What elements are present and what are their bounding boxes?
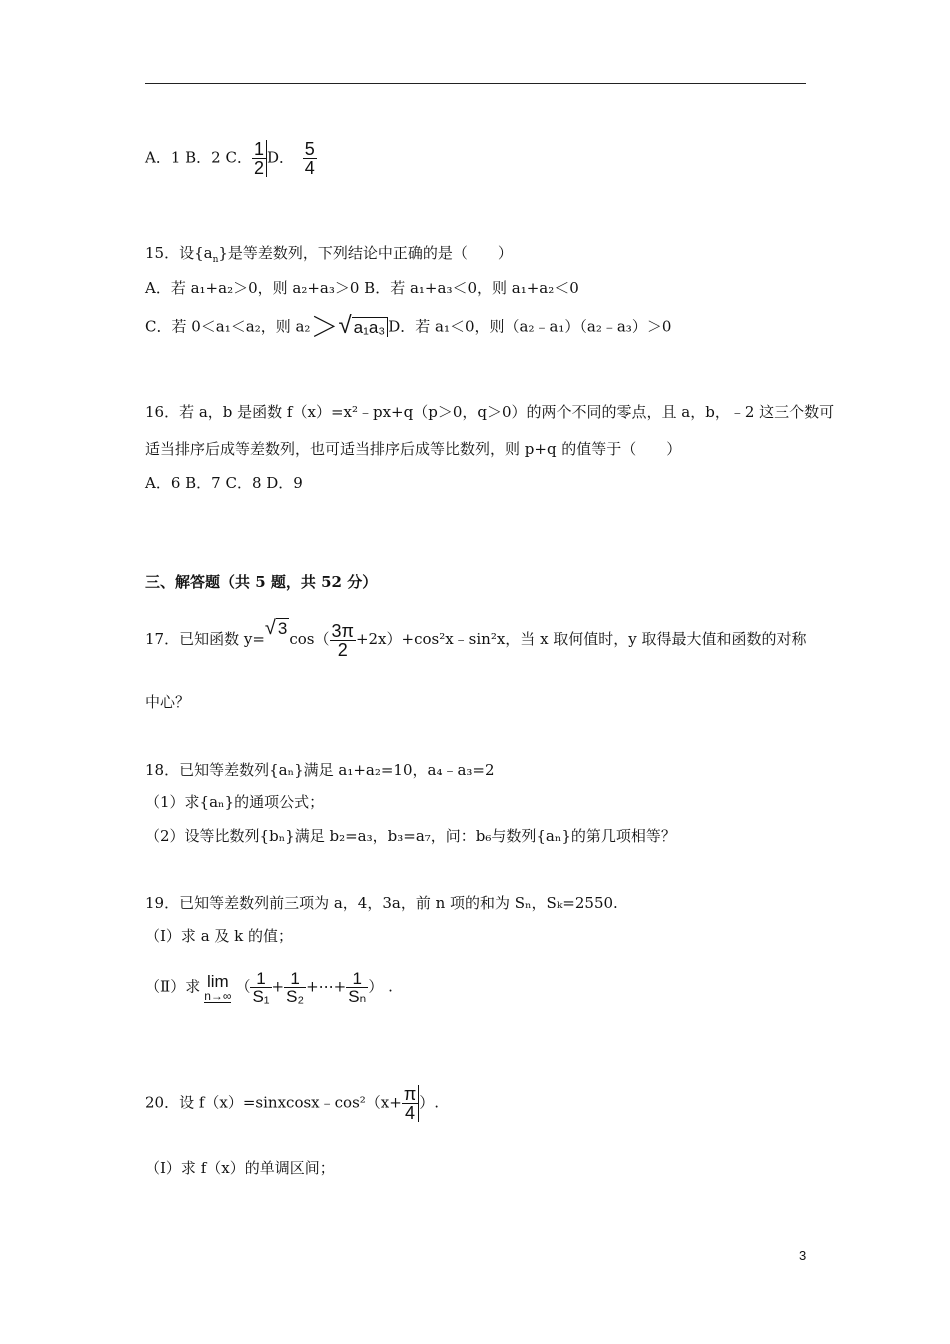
q14-options <box>145 140 317 177</box>
q16-line1: 16．若 a，b 是函数 f（x）=x²﹣px+q（p＞0，q＞0）的两个不同的零点，且 a，b，﹣2 这三个数可 <box>145 403 835 421</box>
q20-fraction: $\frac{\pi}{4}$ <box>402 1085 419 1122</box>
q20-line2: （Ⅰ）求 f（x）的单调区间； <box>145 1159 335 1177</box>
page-number: 3 <box>799 1248 807 1263</box>
header-rule <box>145 83 806 84</box>
q19-fraction-n: $\frac{1}{\text{Sₙ}}$ <box>348 969 367 1006</box>
q17-fraction: $\frac{3\pi}{2}$ <box>331 620 354 660</box>
q19-fraction-1: $\frac{1}{\text{S₁}}$ <box>252 969 270 1006</box>
q18-line1: 18．已知等差数列{aₙ}满足 a₁+a₂=10，a₄﹣a₃=2 <box>145 761 495 779</box>
q14-option-d-label: D． <box>266 148 295 167</box>
q17-sqrt: √ 3 <box>264 617 288 639</box>
q14-option-d-fraction: $\frac{5}{4}$ <box>304 139 315 178</box>
q18-line2: （1）求{aₙ}的通项公式； <box>145 793 325 811</box>
q17-line2: 中心？ <box>145 693 191 711</box>
q16-options: A．6 B．7 C．8 D．9 <box>145 474 303 492</box>
q15-options-cd: C．若 0＜a₁＜a₂，则 a₂＞√ a₁a₃ D．若 a₁＜0，则（a₂﹣a₁）（a₂﹣a₃）＞0 <box>145 311 672 343</box>
q15-stem: 15．设$\{a_n\}$是等差数列，下列结论中正确的是（ ） <box>145 244 513 265</box>
q16-line2: 适当排序后成等差数列，也可适当排序后成等比数列，则 p+q 的值等于（ ） <box>145 440 682 458</box>
q19-line3: （Ⅱ）求 lim n→∞ （ $\frac{1}{\text{S₁}}$ + $\frac{1}{\text{S₂}}$ +⋯+ $\frac{1}{\text{Sₙ}}$ ） . <box>145 969 393 1006</box>
q14-options-text: A．1 B．2 C． <box>145 148 252 167</box>
q14-option-c-fraction: $\frac{1}{2}$ <box>252 140 267 177</box>
q15-options-ab: A．若 a₁+a₂＞0，则 a₂+a₃＞0 B．若 a₁+a₃＜0，则 a₁+a₂＜0 <box>145 279 579 297</box>
greater-than-symbol: ＞ <box>310 311 339 343</box>
q17-line1: 17．已知函数 y=√ 3cos（ $\frac{3\pi}{2}$ +2x）+cos²x﹣sin²x，当 x 取何值时，y 取得最大值和函数的对称 <box>145 617 807 660</box>
q19-line2: （Ⅰ）求 a 及 k 的值； <box>145 927 294 945</box>
q18-line3: （2）设等比数列{bₙ}满足 b₂=a₃，b₃=a₇，问：b₆与数列{aₙ}的第几项相等？ <box>145 827 676 845</box>
q19-fraction-2: $\frac{1}{\text{S₂}}$ <box>286 969 305 1006</box>
q15-sqrt: √ a₁a₃ <box>338 316 388 339</box>
limit-operator: lim n→∞ <box>204 971 232 1003</box>
section-title: 三、解答题（共 5 题，共 52 分） <box>145 573 378 591</box>
q20-line1: 20．设 f（x）=sinxcosx﹣cos²（x+ $\frac{\pi}{4}$ ）. <box>145 1084 440 1123</box>
q19-line1: 19．已知等差数列前三项为 a，4，3a，前 n 项的和为 Sₙ，Sₖ=2550. <box>145 894 618 912</box>
